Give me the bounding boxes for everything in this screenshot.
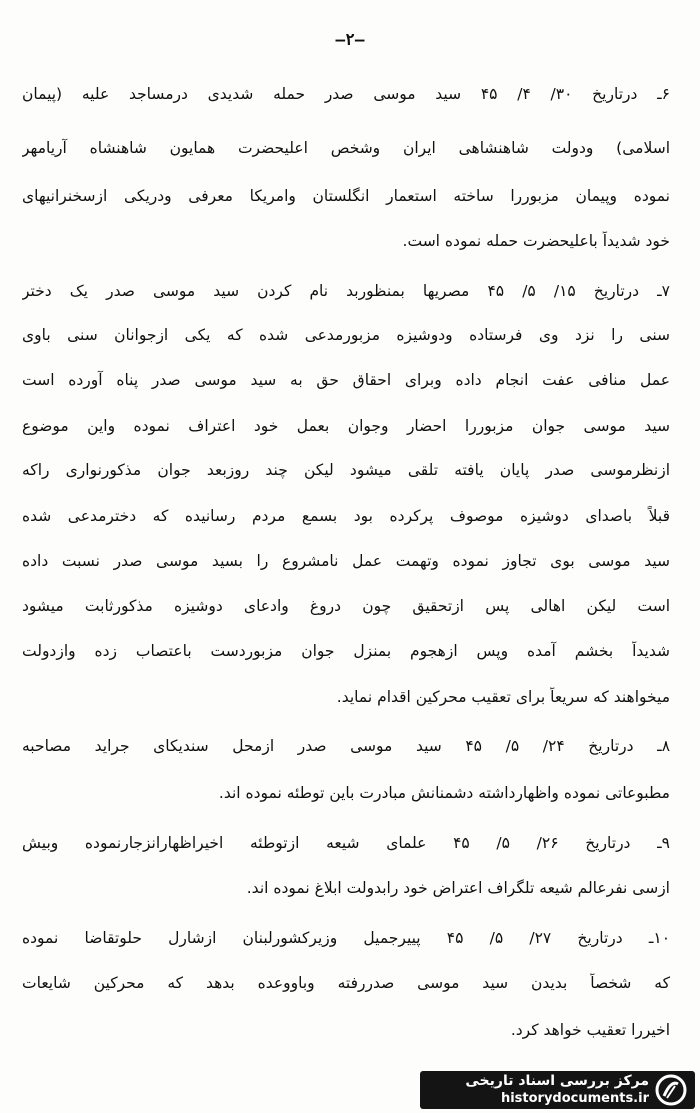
- text-line: است لیکن اهالی پس ازتحقیق چون دروغ وادعای دوشیزه مذکورثابت میشود: [22, 597, 670, 615]
- text-line: عمل منافی عفت انجام داده وبرای احقاق حق به سید موسی صدر پناه آورده است: [22, 371, 670, 389]
- text-line: مطبوعاتی نموده واظهارداشته دشمنانش مبادرت باین توطئه نموده اند.: [218, 784, 670, 802]
- page-number: —٢—: [335, 30, 365, 49]
- text-line: [22, 231, 670, 251]
- text-line: ازنظرموسی صدر پایان یافته تلقی میشود لیکن چند روزبعد جوان مذکورنواری راکه: [22, 461, 670, 479]
- text-line: ۶ـ درتاریخ ٣٠/ ۴/ ۴۵ سید موسی صدر حمله شدیدی درمساجد علیه (پیمان: [22, 85, 670, 103]
- text-line: سید موسی بوی تجاوز نموده وتهمت عمل نامشروع را بسید موسی صدر نسبت داده: [22, 552, 670, 570]
- watermark-title: مرکز بررسی اسناد تاریخی: [465, 1073, 649, 1089]
- text-line: ازسی نفرعالم شیعه تلگراف اعتراض خود رابدولت ابلاغ نموده اند.: [246, 879, 670, 897]
- archive-logo-icon: [655, 1074, 687, 1106]
- watermark: [420, 1071, 695, 1109]
- text-segment: خود شدیداً: [602, 232, 670, 250]
- text-line: نموده وپیمان مزبوررا ساخته استعمار انگلستان وامریکا معرفی ودریکی ازسخنرانیهای: [22, 187, 670, 205]
- text-line: شدیداً بخشم آمده وپس ازهجوم بمنزل جوان مزبوردست باعتصاب زده وازدولت: [22, 642, 670, 660]
- watermark-url: historydocuments.ir: [500, 1091, 649, 1106]
- text-line: اخیررا تعقیب خواهد کرد.: [510, 1021, 670, 1039]
- text-line: سنی را نزد وی فرستاده ودوشیزه مزبورمدعی شده که یکی ازجوانان سنی باوی: [22, 326, 670, 344]
- text-line: میخواهند که سریعاً برای تعقیب محرکین اقدام نماید.: [336, 688, 670, 706]
- text-line: ۹ـ درتاریخ ٢۶/ ۵/ ۴۵ علمای شیعه ازتوطئه اخیراظهارانزجارنموده وبیش: [22, 834, 670, 852]
- text-line: ١٠ـ درتاریخ ٢٧/ ۵/ ۴۵ پییرجمیل وزیرکشورلبنان ازشارل حلوتقاضا نموده: [22, 929, 670, 947]
- text-segment: باعلیحضرت حمله نموده است.: [402, 232, 598, 250]
- text-line: قبلاً باصدای دوشیزه موصوف پرکرده بود بسمع مردم رسانیده که دخترمدعی شده: [22, 507, 670, 525]
- text-line: سید موسی جوان مزبوررا احضار وجوان بعمل خود اعتراف نموده واین موضوع: [22, 417, 670, 435]
- text-line: که شخصاً بدیدن سید موسی صدررفته وباووعده بدهد که محرکین شایعات: [22, 974, 670, 992]
- text-line: ۷ـ درتاریخ ١۵/ ۵/ ۴۵ مصریها بمنظوربد نام کردن سید موسی صدر یک دختر: [22, 282, 670, 300]
- text-line: اسلامی) ودولت شاهنشاهی ایران وشخص اعلیحضرت همایون شاهنشاه آریامهر: [22, 139, 670, 157]
- text-line: ۸ـ درتاریخ ٢۴/ ۵/ ۴۵ سید موسی صدر ازمحل سندیکای جراید مصاحبه: [22, 737, 670, 755]
